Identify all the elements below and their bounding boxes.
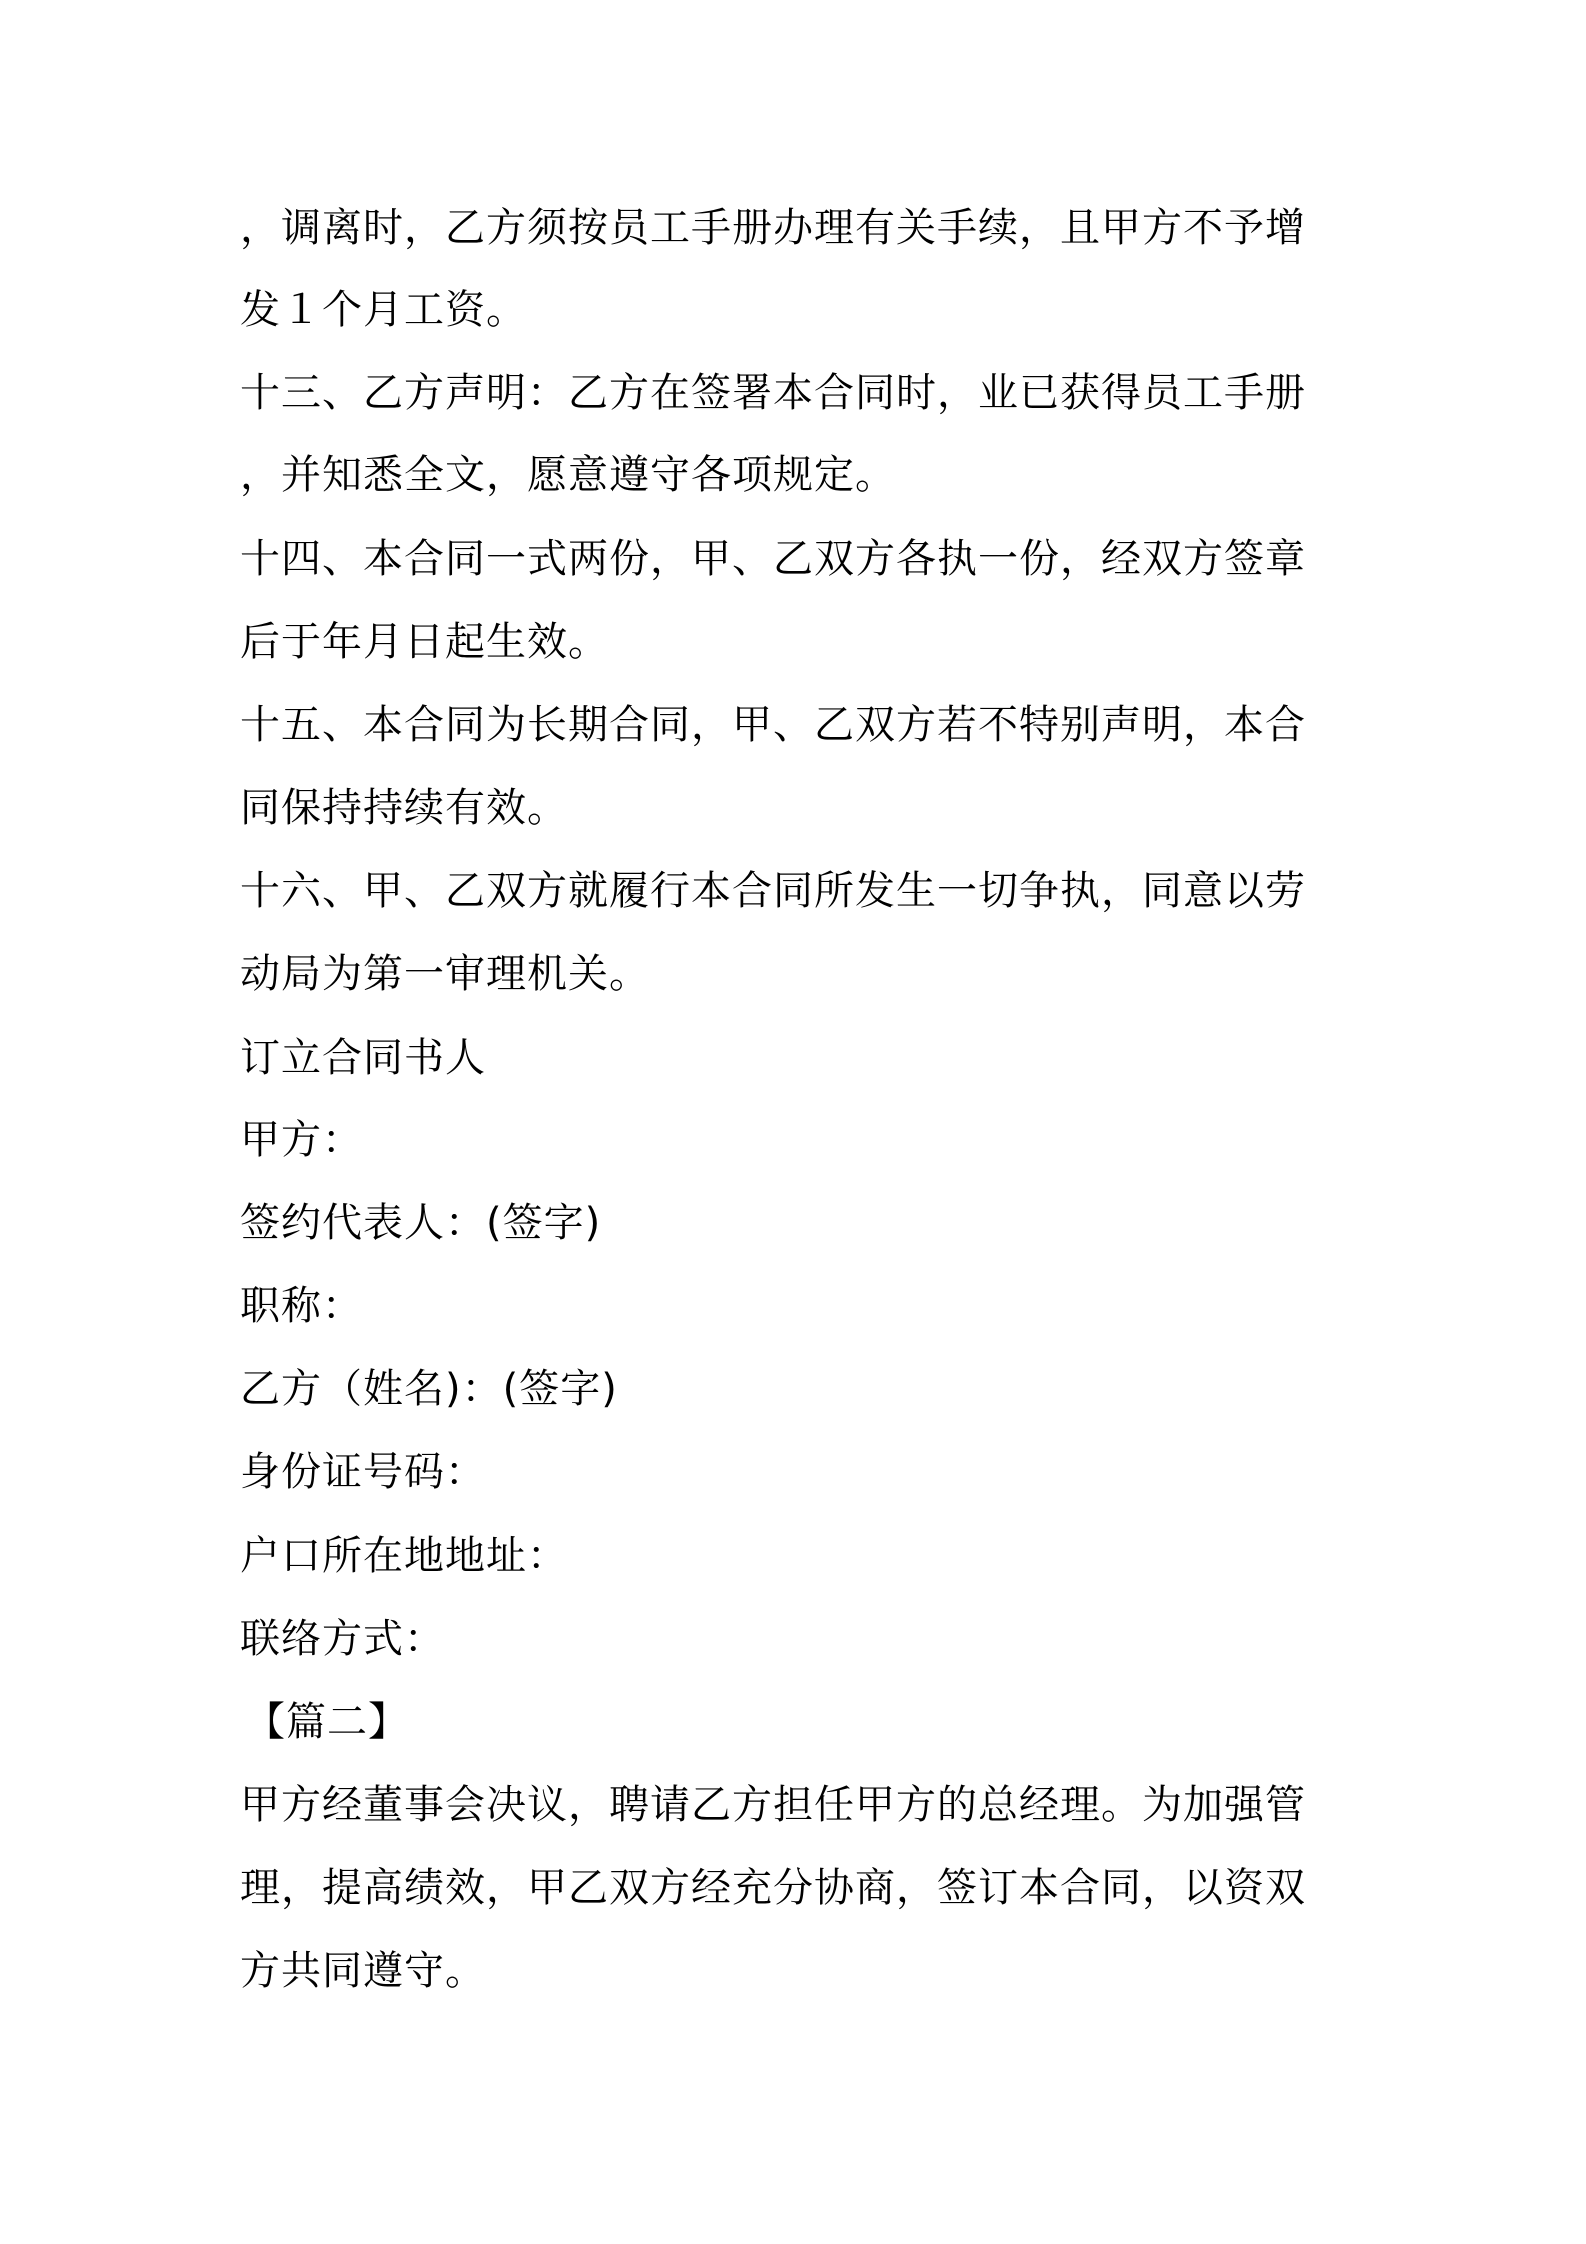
text-line: 理，提高绩效，甲乙双方经充分协商，签订本合同，以资双 bbox=[240, 1865, 1306, 1911]
text-line: 十六、甲、乙双方就履行本合同所发生一切争执，同意以劳 bbox=[240, 868, 1306, 914]
text-line: 乙方（姓名)：(签字) bbox=[240, 1366, 618, 1412]
text-line: 同保持持续有效。 bbox=[240, 785, 568, 831]
text-line: 甲方： bbox=[240, 1117, 363, 1163]
text-line: 发１个月工资。 bbox=[240, 287, 527, 333]
text-line: 后于年月日起生效。 bbox=[240, 619, 609, 665]
text-line: ，调离时，乙方须按员工手册办理有关手续，且甲方不予增 bbox=[240, 205, 1306, 251]
text-line: ，并知悉全文，愿意遵守各项规定。 bbox=[240, 452, 896, 498]
text-line: 身份证号码： bbox=[240, 1449, 486, 1495]
text-line: 联络方式： bbox=[240, 1616, 445, 1662]
text-line: 动局为第一审理机关。 bbox=[240, 951, 650, 997]
text-line: 方共同遵守。 bbox=[240, 1948, 486, 1994]
text-line: 十四、本合同一式两份，甲、乙双方各执一份，经双方签章 bbox=[240, 536, 1306, 582]
section-heading: 【篇二】 bbox=[245, 1699, 409, 1745]
text-line: 十五、本合同为长期合同，甲、乙双方若不特别声明，本合 bbox=[240, 702, 1306, 748]
text-line: 签约代表人：(签字) bbox=[240, 1200, 602, 1246]
text-line: 甲方经董事会决议，聘请乙方担任甲方的总经理。为加强管 bbox=[240, 1782, 1306, 1828]
text-line: 十三、乙方声明：乙方在签署本合同时，业已获得员工手册 bbox=[240, 370, 1306, 416]
text-line: 户口所在地地址： bbox=[240, 1533, 568, 1579]
text-line: 职称： bbox=[240, 1283, 363, 1329]
text-line: 订立合同书人 bbox=[240, 1035, 486, 1081]
